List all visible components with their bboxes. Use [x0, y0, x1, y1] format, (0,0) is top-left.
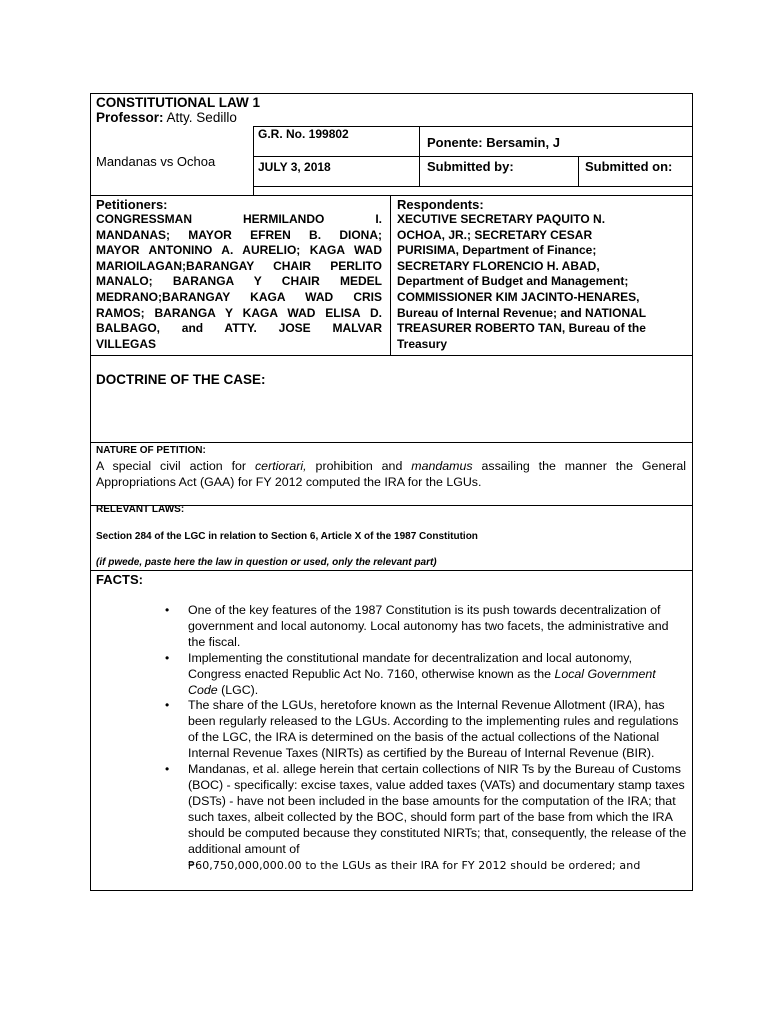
petitioner-line: BALBAGO, and ATTY. JOSE MALVAR [96, 321, 382, 336]
petitioner-line: MARIOILAGAN;BARANGAY CHAIR PERLITO [96, 258, 382, 273]
petitioner-line: RAMOS; BARANGA Y KAGA WAD ELISA D. [96, 305, 382, 320]
petitioners-label: Petitioners: [96, 197, 168, 212]
rule-doctrine [90, 442, 693, 443]
rule-case-col [253, 126, 254, 195]
rule-submitted-col [578, 156, 579, 186]
case-title: Mandanas vs Ochoa [96, 154, 216, 169]
submitted-on-label: Submitted on: [585, 159, 673, 174]
petitioner-line: MANALO; BARANGA Y CHAIR MEDEL [96, 274, 382, 289]
submitted-by-label: Submitted by: [427, 159, 514, 174]
professor-label: Professor: [96, 110, 164, 125]
nature-text [96, 459, 686, 490]
respondent-line: OCHOA, JR.; SECRETARY CESAR [397, 227, 593, 242]
fact-item: • Mandanas, et al. allege herein that certain collections of NIR Ts by the Bureau of Customs (BOC) - specifically: excise taxes, value added taxes (VATs) and documentary stamp taxes (DSTs) - have not been included in the base amounts for the computation of the IRA; that such taxes, albeit collected by the BOC, should form part of the base from which the IRA should be computed because they constituted NIRTs; that, consequently, the release of the additional amount of ₱60,750,000,000.00 to the LGUs as their IRA for FY 2012 should be ordered; and [165, 762, 687, 873]
respondent-line: Department of Budget and Management; [397, 274, 629, 289]
rule-gr-row [253, 156, 693, 157]
decision-date: JULY 3, 2018 [258, 160, 331, 174]
ponente: Ponente: Bersamin, J [427, 135, 560, 150]
professor-name: Atty. Sedillo [166, 110, 237, 125]
facts-list [165, 603, 687, 873]
rule-laws [90, 570, 693, 571]
respondent-line: PURISIMA, Department of Finance; [397, 243, 597, 258]
nature-line-1: A special civil action for certiorari, prohibition and mandamus assailing the manner the General [96, 459, 686, 473]
rule-parties-col [390, 195, 391, 355]
petitioners-list [96, 212, 382, 352]
fact-item: • Implementing the constitutional mandate for decentralization and local autonomy, Congress enacted Republic Act No. 7160, otherwise known as the Local Government Code (LGC). [165, 651, 687, 699]
petitioner-line: MAYOR ANTONINO A. AURELIO; KAGA WAD [96, 243, 382, 258]
nature-line-2: Appropriations Act (GAA) for FY 2012 computed the IRA for the LGUs. [96, 474, 482, 489]
gr-number: G.R. No. 199802 [258, 127, 349, 141]
fact-item: • One of the key features of the 1987 Constitution is its push towards decentralization of government and local autonomy. Local autonomy has two facets, the administrative and the fiscal. [165, 603, 687, 651]
professor-line [96, 111, 237, 125]
respondent-line: SECRETARY FLORENCIO H. ABAD, [397, 258, 600, 273]
respondents-label: Respondents: [397, 197, 484, 212]
respondent-line: TREASURER ROBERTO TAN, Bureau of the [397, 321, 646, 336]
relevant-laws-label: RELEVANT LAWS: [96, 504, 185, 515]
rule-date-row [253, 186, 693, 187]
petitioner-line: MEDRANO;BARANGAY KAGA WAD CRIS [96, 289, 382, 304]
respondents-list [397, 212, 685, 352]
petitioner-line: CONGRESSMAN HERMILANDO I. [96, 212, 382, 226]
course-title: CONSTITUTIONAL LAW 1 [96, 95, 260, 110]
relevant-law-section: Section 284 of the LGC in relation to Section 6, Article X of the 1987 Constitution [96, 531, 478, 542]
respondent-line: Treasury [397, 336, 448, 351]
fact-item: • The share of the LGUs, heretofore known as the Internal Revenue Allotment (IRA), has been regularly released to the LGUs. According to the implementing rules and regulations of the LGC, the IRA is determined on the basis of the actual collections of the National Internal Revenue Taxes (NIRTs) as certified by the Bureau of Internal Revenue (BIR). [165, 698, 687, 762]
rule-ponente-col [419, 126, 420, 186]
respondent-line: Bureau of Internal Revenue; and NATIONAL [397, 305, 647, 320]
nature-label: NATURE OF PETITION: [96, 445, 206, 456]
rule-case-info [90, 195, 693, 196]
doctrine-label: DOCTRINE OF THE CASE: [96, 372, 266, 387]
petitioner-line: MANDANAS; MAYOR EFREN B. DIONA; [96, 227, 382, 242]
respondent-line: XECUTIVE SECRETARY PAQUITO N. [397, 212, 606, 226]
respondent-line: COMMISSIONER KIM JACINTO-HENARES, [397, 289, 640, 304]
relevant-laws-note: (if pwede, paste here the law in question or used, only the relevant part) [96, 557, 437, 568]
facts-label: FACTS: [96, 572, 143, 587]
rule-parties [90, 355, 693, 356]
fact-amount-line: ₱60,750,000,000.00 to the LGUs as their IRA for FY 2012 should be ordered; and [188, 858, 641, 872]
petitioner-line: VILLEGAS [96, 336, 157, 351]
